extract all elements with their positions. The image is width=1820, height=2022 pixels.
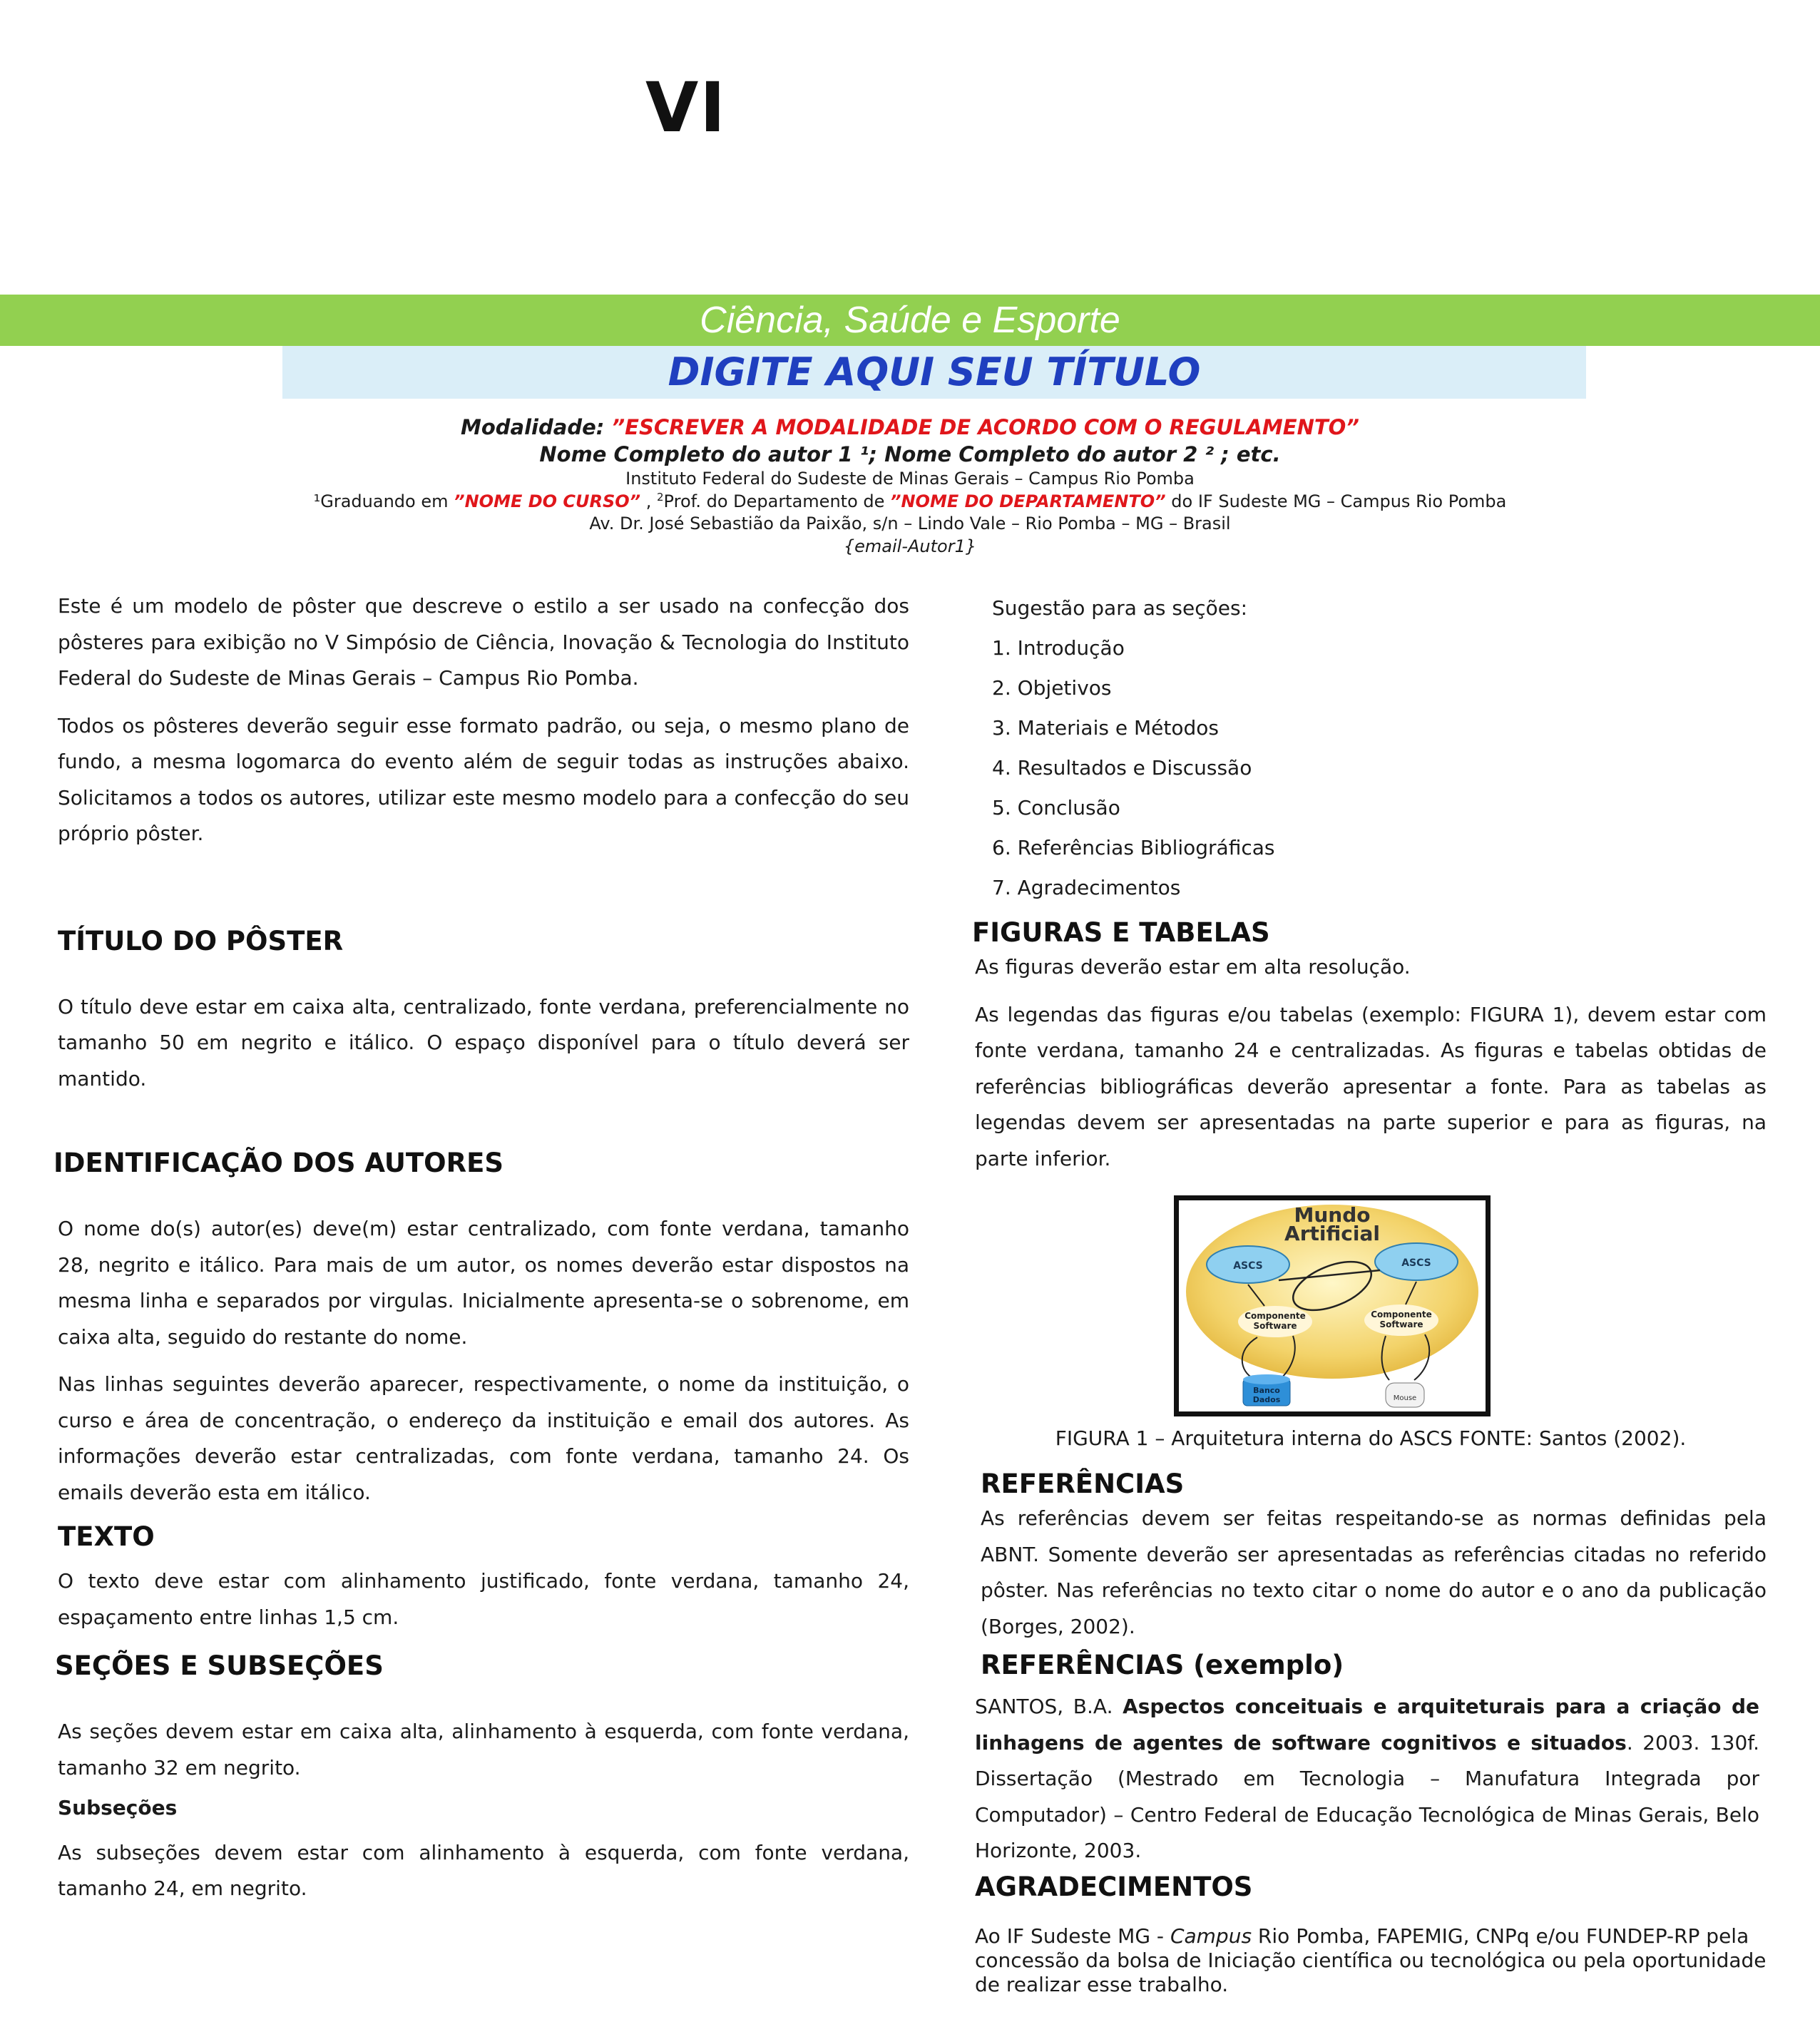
section-item: 7. Agradecimentos [992, 876, 1181, 899]
heading-identificacao: IDENTIFICAÇÃO DOS AUTORES [53, 1148, 504, 1178]
heading-figuras: FIGURAS E TABELAS [972, 917, 1270, 948]
course-separator: , [640, 491, 657, 511]
heading-secoes: SEÇÕES E SUBSEÇÕES [55, 1650, 384, 1681]
department-prefix: Prof. do Departamento de [663, 491, 891, 511]
right-column-lower [981, 1468, 1767, 1682]
reference-example-block [975, 1689, 1759, 1904]
agradecimentos-part-1: Ao IF Sudeste MG - [975, 1924, 1170, 1948]
course-value: ”NOME DO CURSO” [454, 491, 641, 511]
section-item: 4. Resultados e Discussão [992, 756, 1252, 780]
course-prefix: ¹Graduando em [313, 491, 454, 511]
figuras-paragraph-2: As legendas das figuras e/ou tabelas (exemplo: FIGURA 1), devem estar com fonte verdana, tamanho 24 e centralizadas. As figuras e tabelas obtidas de referências bibliográficas deverão apresentar a fonte. Para as tabelas as legendas devem ser apresentadas na parte superior e para as figuras, na parte inferior. [975, 1002, 1767, 1170]
section-item: 5. Conclusão [992, 796, 1120, 819]
component-left-label-1: Componente [1244, 1311, 1306, 1321]
titulo-paragraph: O título deve estar em caixa alta, centralizado, fonte verdana, preferencialmente no tamanho 50 em negrito e itálico. O espaço disponível para o título deverá ser mantido. [58, 994, 909, 1091]
reference-details: . 2003. 130f. Dissertação (Mestrado em Tecnologia – Manufatura Integrada por Computador) – Centro Federal de Educação Tecnológica de Minas Gerais, Belo Horizonte, 2003. [975, 1730, 1760, 1862]
heading-agradecimentos: AGRADECIMENTOS [975, 1871, 1253, 1902]
component-right-label-2: Software [1379, 1319, 1423, 1329]
course-department-line [0, 491, 1820, 511]
address-line: Av. Dr. José Sebastião da Paixão, s/n – Lindo Vale – Rio Pomba – MG – Brasil [589, 514, 1231, 533]
poster-title: DIGITE AQUI SEU TÍTULO [668, 349, 1201, 394]
intro-paragraph-1: Este é um modelo de pôster que descreve o estilo a ser usado na confecção dos pôsteres para exibição no V Simpósio de Ciência, Inovação & Tecnologia do Instituto Federal do Sudeste de Minas Gerais – Campus Rio Pomba. [58, 594, 909, 690]
reference-author: SANTOS, B.A. [975, 1695, 1123, 1718]
intro-paragraph-2: Todos os pôsteres deverão seguir esse formato padrão, ou seja, o mesmo plano de fundo, a mesma logomarca do evento além de seguir todas as instruções abaixo. Solicitamos a todos os autores, utilizar este mesmo modelo para a confecção do seu próprio pôster. [58, 713, 909, 845]
section-item: 1. Introdução [992, 636, 1125, 660]
superscript-2: 2 [657, 491, 664, 504]
database-label-2: Dados [1252, 1395, 1281, 1404]
texto-paragraph: O texto deve estar com alinhamento justificado, fonte verdana, tamanho 24, espaçamento entre linhas 1,5 cm. [58, 1569, 909, 1629]
edition-roman-numeral: VI [645, 68, 727, 148]
figure-title-1: Mundo [1294, 1203, 1371, 1227]
section-item: 6. Referências Bibliográficas [992, 836, 1275, 859]
heading-titulo: TÍTULO DO PÔSTER [58, 925, 344, 956]
reference-title: Aspectos conceituais e arquiteturais para a criação de linhagens de agentes de software cognitivos e situados [975, 1695, 1759, 1755]
sugestao-heading: Sugestão para as seções: [992, 596, 1248, 620]
secoes-paragraph: As seções devem estar em caixa alta, alinhamento à esquerda, com fonte verdana, tamanho 32 em negrito. [58, 1720, 909, 1780]
heading-referencias: REFERÊNCIAS [981, 1469, 1185, 1499]
component-right-label-1: Componente [1371, 1309, 1432, 1319]
mouse-label: Mouse [1393, 1394, 1417, 1402]
component-left-label-2: Software [1253, 1321, 1297, 1331]
area-title: Ciência, Saúde e Esporte [700, 300, 1120, 341]
agradecimentos-paragraph [975, 1924, 1767, 1997]
agradecimentos-part-2: Rio Pomba, FAPEMIG, CNPq e/ou FUNDEP-RP pela concessão da bolsa de Iniciação científica ou tecnológica ou pela oportunidade de realizar esse trabalho. [975, 1924, 1767, 1996]
figure-title-2: Artificial [1284, 1222, 1380, 1245]
ascs-right-label: ASCS [1401, 1257, 1431, 1269]
identificacao-paragraph-2: Nas linhas seguintes deverão aparecer, respectivamente, o nome da instituição, o curso e área de concentração, o endereço da instituição e email dos autores. As informações deverão estar centralizadas, com fonte verdana, tamanho 24. Os emails deverão esta em itálico. [58, 1372, 909, 1504]
agradecimentos-campus: Campus [1170, 1924, 1252, 1948]
figuras-paragraph-1: As figuras deverão estar em alta resolução. [975, 955, 1411, 979]
modalidade-line [0, 415, 1820, 439]
department-value: ”NOME DO DEPARTAMENTO” [890, 491, 1166, 511]
figure-1 [1174, 1195, 1491, 1416]
database-label-1: Banco [1253, 1386, 1280, 1395]
section-item: 3. Materiais e Métodos [992, 716, 1219, 740]
department-suffix: do IF Sudeste MG – Campus Rio Pomba [1165, 491, 1507, 511]
section-item: 2. Objetivos [992, 676, 1112, 700]
heading-referencias-exemplo: REFERÊNCIAS (exemplo) [981, 1650, 1344, 1680]
authors-line: Nome Completo do autor 1 ¹; Nome Completo do autor 2 ² ; etc. [539, 442, 1281, 466]
heading-subsecoes: Subseções [58, 1796, 178, 1819]
database-icon-top [1243, 1374, 1290, 1384]
subsecoes-paragraph: As subseções devem estar com alinhamento à esquerda, com fonte verdana, tamanho 24, em negrito. [58, 1840, 909, 1900]
identificacao-paragraph-1: O nome do(s) autor(es) deve(m) estar centralizado, com fonte verdana, tamanho 28, negrito e itálico. Para mais de um autor, os nomes deverão estar dispostos na mesma linha e separados por virgulas. Inicialmente apresenta-se o sobrenome, em caixa alta, seguido do restante do nome. [58, 1217, 909, 1349]
modalidade-label: Modalidade: [461, 415, 612, 439]
left-column [53, 588, 909, 1907]
architecture-diagram [1179, 1200, 1486, 1411]
institution-line: Instituto Federal do Sudeste de Minas Gerais – Campus Rio Pomba [625, 469, 1195, 489]
figure-caption: FIGURA 1 – Arquitetura interna do ASCS FONTE: Santos (2002). [1055, 1426, 1687, 1450]
right-column [972, 588, 1767, 1177]
email-line: {email-Autor1} [843, 536, 977, 556]
reference-example [975, 1689, 1759, 1869]
ascs-left-label: ASCS [1233, 1260, 1263, 1272]
heading-texto: TEXTO [58, 1521, 155, 1552]
referencias-paragraph: As referências devem ser feitas respeitando-se as normas definidas pela ABNT. Somente deverão ser apresentadas as referências citadas no referido pôster. Nas referências no texto citar o nome do autor e o ano da publicação (Borges, 2002). [981, 1506, 1767, 1638]
modalidade-value: ”ESCREVER A MODALIDADE DE ACORDO COM O REGULAMENTO” [611, 415, 1359, 439]
